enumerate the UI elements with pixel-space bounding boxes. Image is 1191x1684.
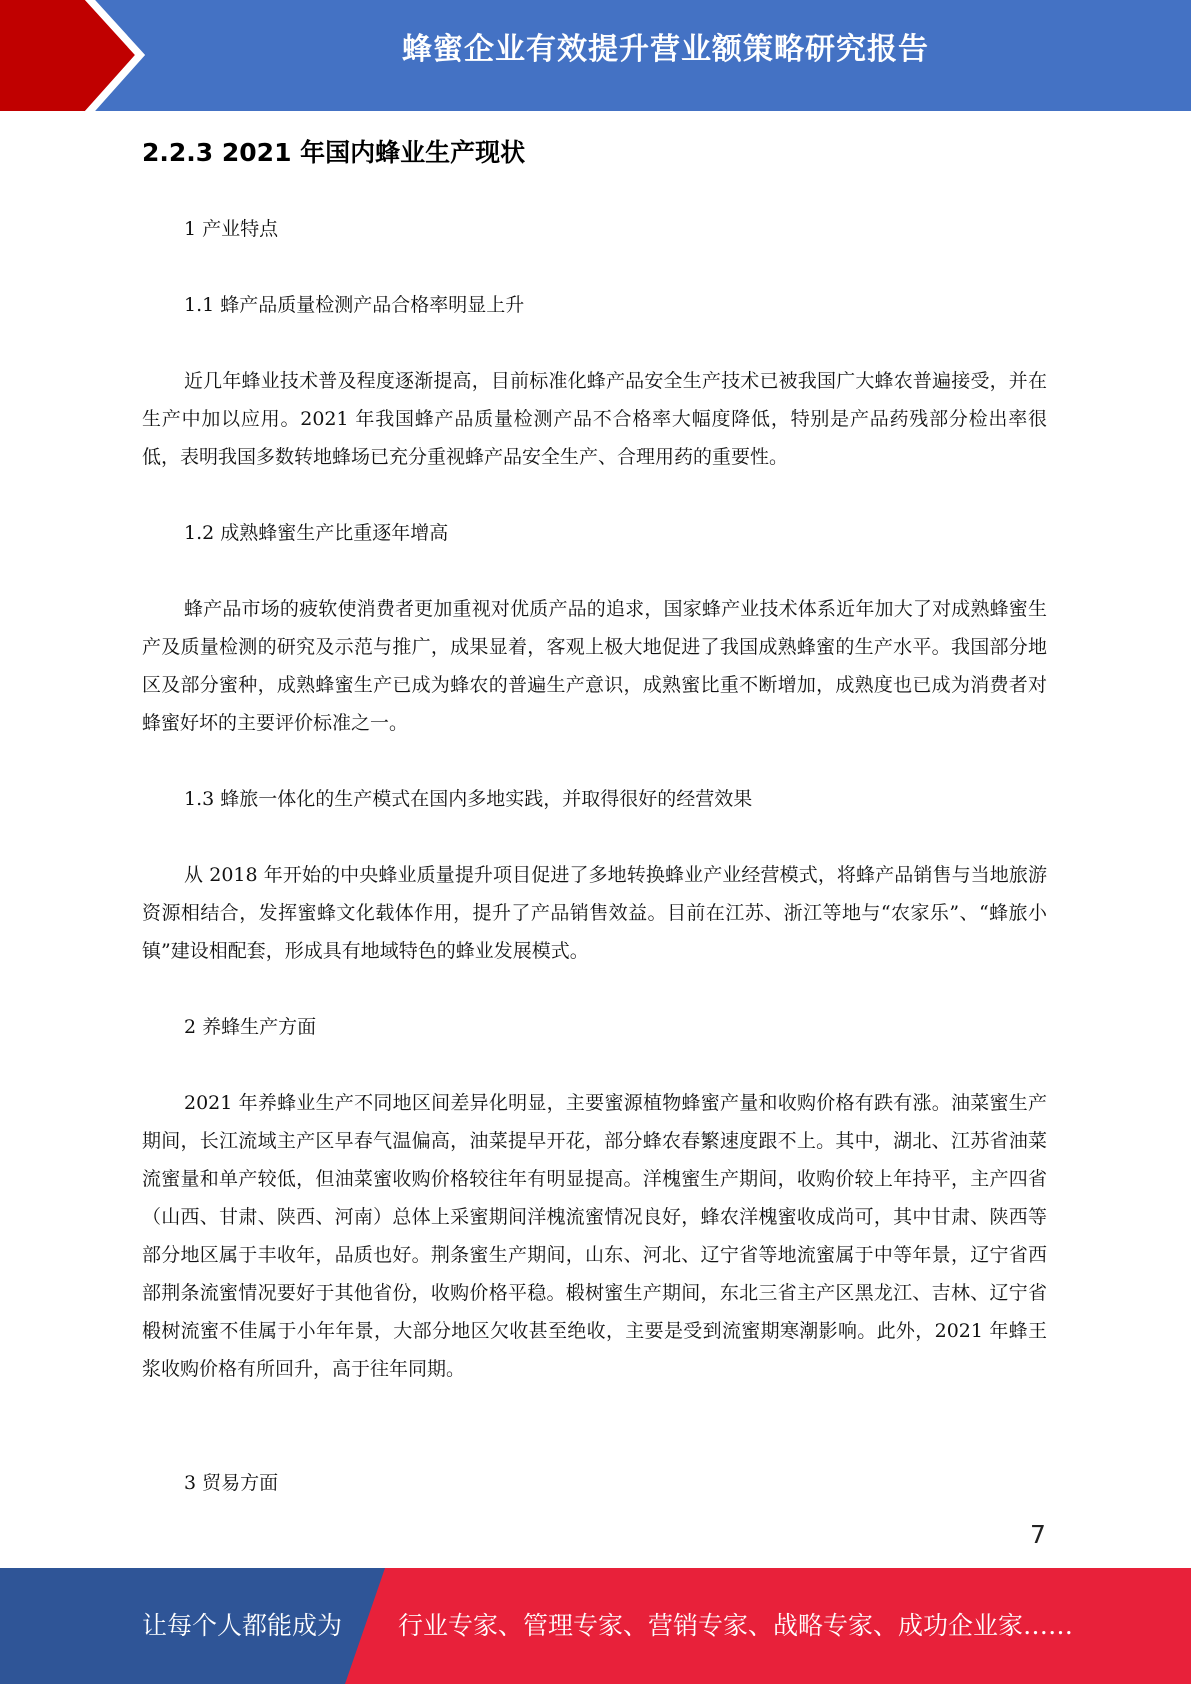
footer-slogan-left: 让每个人都能成为 <box>142 1611 343 1640</box>
footer-slogan-right: 行业专家、管理专家、营销专家、战略专家、成功企业家…… <box>398 1611 1074 1640</box>
paragraph-1: 近几年蜂业技术普及程度逐渐提高，目前标准化蜂产品安全生产技术已被我国广大蜂农普遍接受，并在生产中加以应用。2021 年我国蜂产品质量检测产品不合格率大幅度降低，特别是产品药残部分检出率很低，表明我国多数转地蜂场已充分重视蜂产品安全生产、合理用药的重要性。 <box>142 370 1047 468</box>
report-title: 蜂蜜企业有效提升营业额策略研究报告 <box>402 32 929 67</box>
page-number: 7 <box>1030 1520 1046 1549</box>
paragraph-4: 2021 年养蜂业生产不同地区间差异化明显，主要蜜源植物蜂蜜产量和收购价格有跌有涨。油菜蜜生产期间，长江流域主产区早春气温偏高，油菜提早开花，部分蜂农春繁速度跟不上。其中，湖北、江苏省油菜流蜜量和单产较低，但油菜蜜收购价格较往年有明显提高。洋槐蜜生产期间，收购价较上年持平，主产四省（山西、甘肃、陕西、河南）总体上采蜜期间洋槐流蜜情况良好，蜂农洋槐蜜收成尚可，其中甘肃、陕西等部分地区属于丰收年，品质也好。荆条蜜生产期间，山东、河北、辽宁省等地流蜜属于中等年景，辽宁省西部荆条流蜜情况要好于其他省份，收购价格平稳。椴树蜜生产期间，东北三省主产区黑龙江、吉林、辽宁省椴树流蜜不佳属于小年年景，大部分地区欠收甚至绝收，主要是受到流蜜期寒潮影响。此外，2021 年蜂王浆收购价格有所回升，高于往年同期。 <box>142 1092 1047 1380</box>
paragraph-2: 蜂产品市场的疲软使消费者更加重视对优质产品的追求，国家蜂产业技术体系近年加大了对成熟蜂蜜生产及质量检测的研究及示范与推广，成果显着，客观上极大地促进了我国成熟蜂蜜的生产水平。我国部分地区及部分蜜种，成熟蜂蜜生产已成为蜂农的普遍生产意识，成熟蜜比重不断增加，成熟度也已成为消费者对蜂蜜好坏的主要评价标准之一。 <box>142 598 1047 734</box>
subheading-trade: 3 贸易方面 <box>184 1472 279 1494</box>
subheading-industry-features: 1 产业特点 <box>184 218 279 240</box>
page-header <box>0 0 1191 111</box>
subheading-1-2: 1.2 成熟蜂蜜生产比重逐年增高 <box>184 522 449 544</box>
subheading-1-1: 1.1 蜂产品质量检测产品合格率明显上升 <box>184 294 525 316</box>
subheading-beekeeping: 2 养蜂生产方面 <box>184 1016 317 1038</box>
paragraph-3: 从 2018 年开始的中央蜂业质量提升项目促进了多地转换蜂业产业经营模式，将蜂产品销售与当地旅游资源相结合，发挥蜜蜂文化载体作用，提升了产品销售效益。目前在江苏、浙江等地与“农家乐”、“蜂旅小镇”建设相配套，形成具有地域特色的蜂业发展模式。 <box>142 864 1047 962</box>
section-heading: 2.2.3 2021 年国内蜂业生产现状 <box>142 138 526 167</box>
subheading-1-3: 1.3 蜂旅一体化的生产模式在国内多地实践，并取得很好的经营效果 <box>184 788 753 810</box>
page-footer <box>0 1568 1191 1684</box>
